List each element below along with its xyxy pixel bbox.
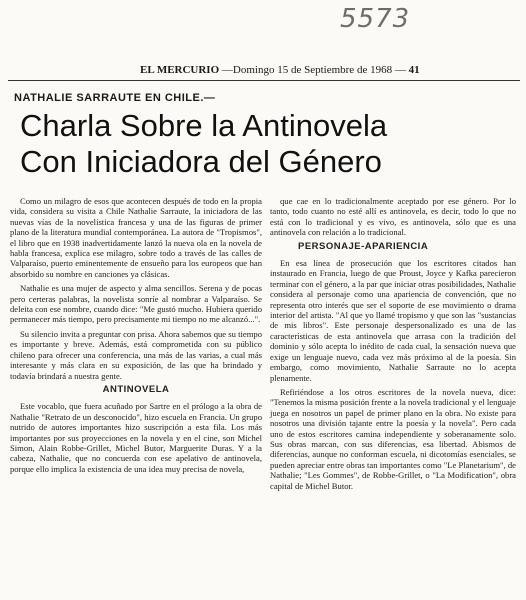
paragraph: Su silencio invita a preguntar con prisa. Ahora sabemos que su tiempo es importante y breve. Además, está comprometida con su público chileno para ofrecer una conferencia, una más de las varias, a cual más interesante y más clara en su exposición, de las que ha brindado y todavía brindará a nuestra gente. [10,328,262,381]
paragraph: En esa línea de prosecución que los escritores citados han instaurado en Francia, luego de que Proust, Joyce y Kafka parecieron terminar con el género, a la par que iniciar otras posibilidades, Nathalie considera al personaje como una apariencia de convención, que no representa otro interés que ser el soporte de ese movimiento o drama interior del artista. "Al que yo llamé tropismo y que son las "sustancias de mis libros". Este personaje despersonalizado es una de las características de esta antinovela que arrasa con la tradición del dominio y sólo acepta lo inédito de cada cual, la sensación nueva que exige un lenguaje nuevo, cada vez más próximo al de la poesía. Sin embargo, como movimiento, Nathalie Sarraute no lo acepta plenamente. [270,258,516,383]
paragraph: Como un milagro de esos que acontecen después de todo en la propia vida, considera su visita a Chile Nathalie Sarraute, la iniciadora de las nuevas vías de la novelística francesa y una de las figuras de primer plano de la literatura mundial contemporánea. La autora de "Tropismos", el libro que en 1938 inadvertidamente lanzó la nueva ola en la novela de habla francesa, explica ese milagro, sobre todo a través de las calles de Valparaíso, puerto eminentemente de ensueño para los europeos que han absorbido su nombre en canciones ya clásicas. [10,196,262,279]
publication-date: —Domingo 15 de Septiembre de 1968 — [221,64,406,76]
masthead-rule [8,80,520,81]
handwritten-archive-number: 5573 [340,4,411,34]
page-number: 41 [408,64,420,76]
paragraph: que cae en lo tradicionalmente aceptado por ese género. Por lo tanto, todo cuanto no esté allí es antinovela, es decir, todo lo que no está con lo tradicional y es vivo, es antinovela, sólo que es una antinovela con relación a lo tradicional. [270,196,516,238]
section-subhead: ANTINOVELA [102,383,170,395]
paragraph: Nathalie es una mujer de aspecto y alma sencillos. Serena y de pocas pero certeras palabras, la novelista sonríe al nombrar a Valparaíso. Se deleita con ese nombre, cuando dice: "Me gustó mucho. Hubiera querido permanecer más tiempo, pero precisamente mi tiempo no me alcanzó...". [10,283,262,325]
masthead [140,64,522,76]
section-subhead: PERSONAJE-APARIENCIA [298,240,429,252]
newspaper-name: EL MERCURIO [140,64,220,76]
headline-line-2: Con Iniciadora del Género [20,144,382,179]
paragraph: Refiriéndose a los otros escritores de la novela nueva, dice: "Tenemos la misma posición frente a la novela tradicional y el lenguaje juega en nosotros un papel de primer plano en la obra. No existe para nosotros una división tajante entre la poesía y la novela". Pero cada uno de estos escritores camina independiente y soberanamente solo. Sus obras marcan, con sus diferencias, esa libertad. Abismos de diferencias, aunque no conforman escuela, ni dicotomías esenciales, se pueden apreciar entre obras tan importantes como "Le Planetarium", de Nathalie; "Les Gommes", de Robbe-Grillet, o "La Modification", obra capital de Michel Butor. [270,386,516,491]
article-kicker: NATHALIE SARRAUTE EN CHILE.— [14,92,216,104]
right-column [270,196,516,495]
article-headline [20,108,520,180]
headline-line-1: Charla Sobre la Antinovela [20,108,388,143]
left-column [10,196,262,478]
paragraph: Este vocablo, que fuera acuñado por Sartre en el prólogo a la obra de Nathalie "Retrato de un desconocido", hizo escuela en Francia. Un grupo nutrido de autores importantes hizo suscripción a esta fila. Los más importantes por sus proyecciones en la novela y en el cine, son Michel Simon, Alain Robbe-Grillet, Michel Butor, Marguerite Duras. Y a la cabeza, Nathalie, que no concuerda con ese apelativo de antinovela, porque ello implica la existencia de una idea muy precisa de novela, [10,401,262,474]
